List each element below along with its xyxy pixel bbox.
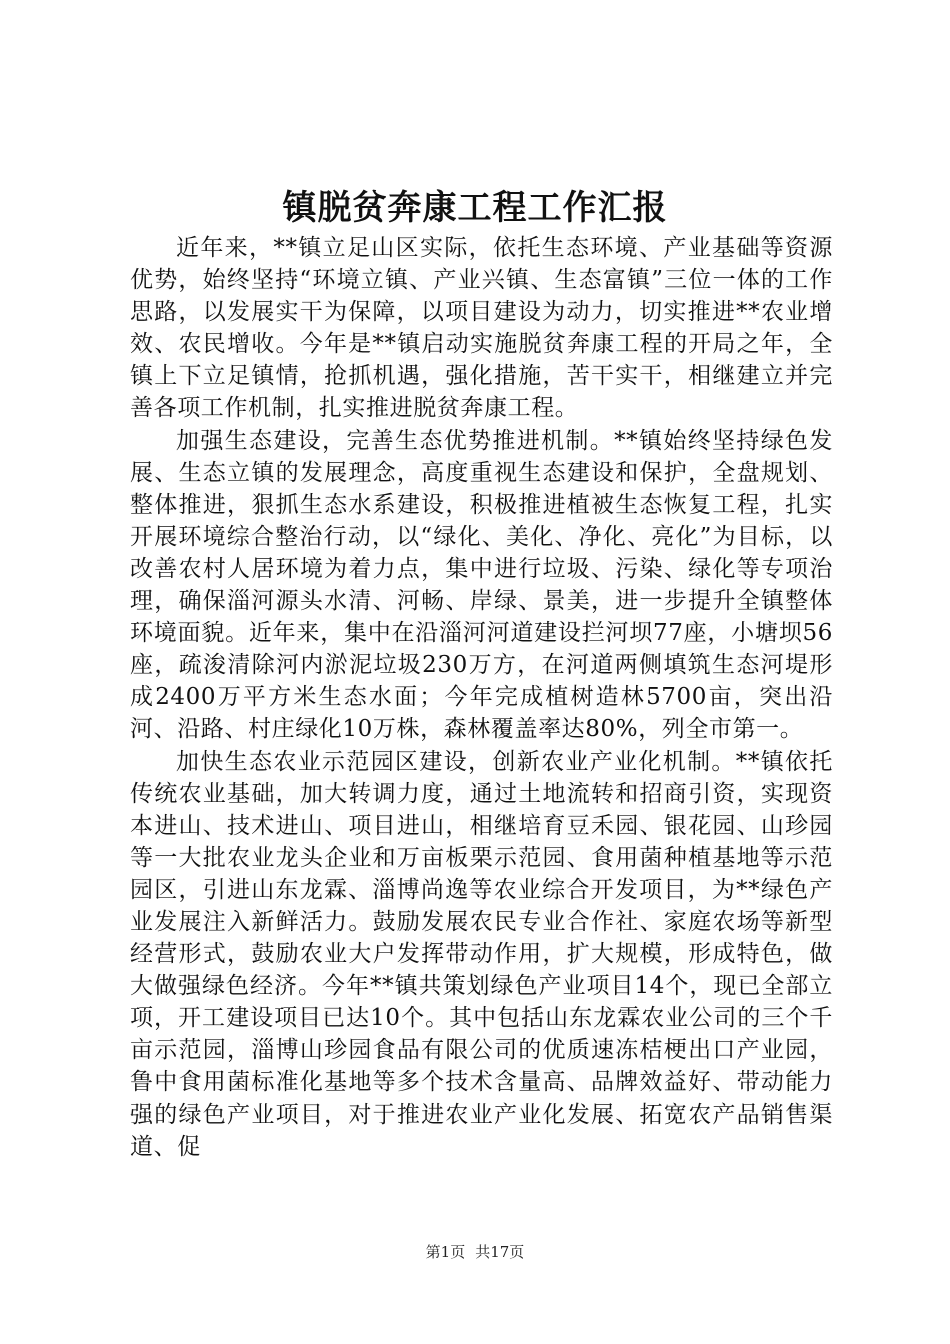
page-footer	[0, 1242, 950, 1262]
page-number: 第1页	[425, 1243, 466, 1261]
document-body	[130, 232, 833, 1163]
paragraph-ecology: 加强生态建设，完善生态优势推进机制。**镇始终坚持绿色发展、生态立镇的发展理念，高度重视生态建设和保护，全盘规划、整体推进，狠抓生态水系建设，积极推进植被生态恢复工程，扎实开展环境综合整治行动，以“绿化、美化、净化、亮化”为目标，以改善农村人居环境为着力点，集中进行垃圾、污染、绿化等专项治理，确保淄河源头水清、河畅、岸绿、景美，进一步提升全镇整体环境面貌。近年来，集中在沿淄河河道建设拦河坝77座，小塘坝56座，疏浚清除河内淤泥垃圾230万方，在河道两侧填筑生态河堤形成2400万平方米生态水面；今年完成植树造林5700亩，突出沿河、沿路、村庄绿化10万株，森林覆盖率达80%，列全市第一。	[130, 427, 833, 743]
document-title: 镇脱贫奔康工程工作汇报	[282, 188, 668, 228]
page-total: 共17页	[475, 1243, 525, 1261]
paragraph-intro: 近年来，**镇立足山区实际，依托生态环境、产业基础等资源优势，始终坚持“环境立镇、产业兴镇、生态富镇”三位一体的工作思路，以发展实干为保障，以项目建设为动力，切实推进**农业增效、农民增收。今年是**镇启动实施脱贫奔康工程的开局之年，全镇上下立足镇情，抢抓机遇，强化措施，苦干实干，相继建立并完善各项工作机制，扎实推进脱贫奔康工程。	[130, 235, 833, 422]
paragraph-agriculture: 加快生态农业示范园区建设，创新农业产业化机制。**镇依托传统农业基础，加大转调力度，通过土地流转和招商引资，实现资本进山、技术进山、项目进山，相继培育豆禾园、银花园、山珍园等一大批农业龙头企业和万亩板栗示范园、食用菌种植基地等示范园区，引进山东龙霖、淄博尚逸等农业综合开发项目，为**绿色产业发展注入新鲜活力。鼓励发展农民专业合作社、家庭农场等新型经营形式，鼓励农业大户发挥带动作用，扩大规模，形成特色，做大做强绿色经济。今年**镇共策划绿色产业项目14个，现已全部立项，开工建设项目已达10个。其中包括山东龙霖农业公司的三个千亩示范园，淄博山珍园食品有限公司的优质速冻桔梗出口产业园，鲁中食用菌标准化基地等多个技术含量高、品牌效益好、带动能力强的绿色产业项目，对于推进农业产业化发展、拓宽农产品销售渠道、促	[130, 748, 833, 1160]
